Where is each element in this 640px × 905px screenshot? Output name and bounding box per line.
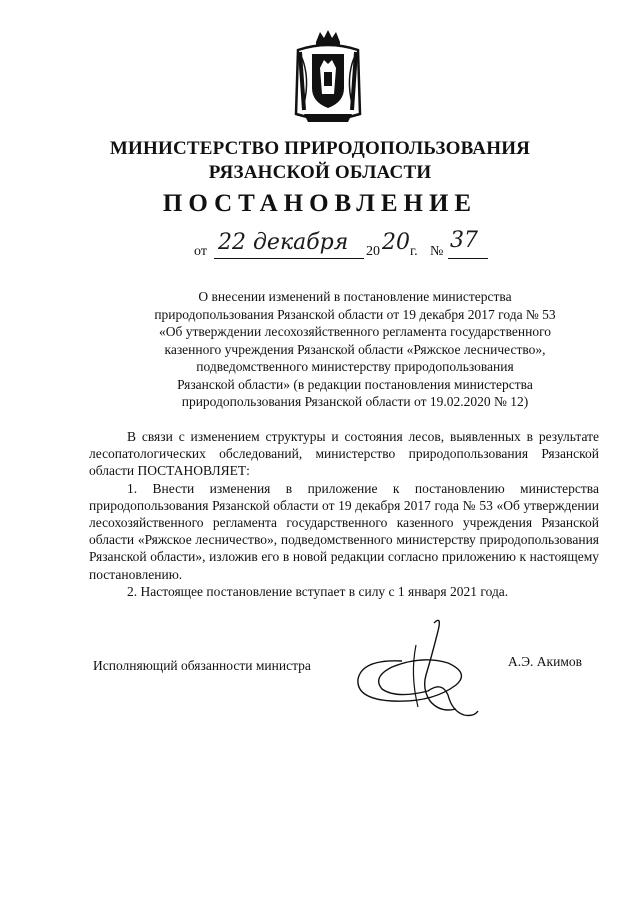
item-1-paragraph: 1. Внести изменения в приложение к постановлению министерства природопользования Рязанской области от 19 декабря 2017 года № 53 «Об утверждении лесохозяйственного регламента государственного казенного учреждения Рязанской области «Ряжское лесничество», подведомственного министерству природопользования Рязанской области», изложив его в новой редакции согласно приложению к настоящему постановлению.	[89, 480, 599, 582]
item-2-paragraph: 2. Настоящее постановление вступает в силу с 1 января 2021 года.	[127, 583, 509, 599]
preamble-paragraph: В связи с изменением структуры и состояния лесов, выявленных в результате лесопатологических обследований, министерство природопользования Рязанской области ПОСТАНОВЛЯЕТ:	[89, 429, 599, 479]
number-prefix: №	[430, 244, 444, 259]
document-body	[89, 428, 599, 600]
handwritten-year: 20	[382, 230, 410, 255]
year-prefix: 20	[366, 244, 380, 259]
title-line: подведомственного министерству природопользования	[196, 359, 514, 374]
title-line: Рязанской области» (в редакции постановления министерства	[177, 376, 533, 392]
signer-position: Исполняющий обязанности министра	[93, 658, 311, 673]
year-suffix: г.	[410, 244, 418, 259]
title-line: О внесении изменений в постановление министерства	[198, 289, 512, 304]
title-line: казенного учреждения Рязанской области «Ряжское лесничество»,	[164, 341, 546, 357]
date-number-line	[190, 226, 510, 262]
ministry-title-line1: МИНИСТЕРСТВО ПРИРОДОПОЛЬЗОВАНИЯ	[109, 138, 531, 159]
date-underline	[214, 257, 364, 260]
date-prefix: от	[194, 244, 207, 259]
number-underline	[448, 257, 488, 260]
handwritten-date: 22 декабря	[218, 230, 349, 255]
coat-of-arms-icon	[290, 28, 366, 128]
document-title-block	[120, 288, 590, 411]
signer-name: А.Э. Акимов	[508, 654, 582, 669]
title-line: природопользования Рязанской области от 19 декабря 2017 года № 53	[154, 306, 556, 322]
title-line: природопользования Рязанской области от 19.02.2020 № 12)	[181, 394, 529, 409]
ministry-title-line2: РЯЗАНСКОЙ ОБЛАСТИ	[208, 162, 432, 183]
title-line: «Об утверждении лесохозяйственного регламента государственного	[158, 324, 552, 339]
document-type-heading: ПОСТАНОВЛЕНИЕ	[162, 190, 478, 217]
handwritten-number: 37	[450, 228, 478, 253]
signature-icon	[352, 615, 482, 725]
